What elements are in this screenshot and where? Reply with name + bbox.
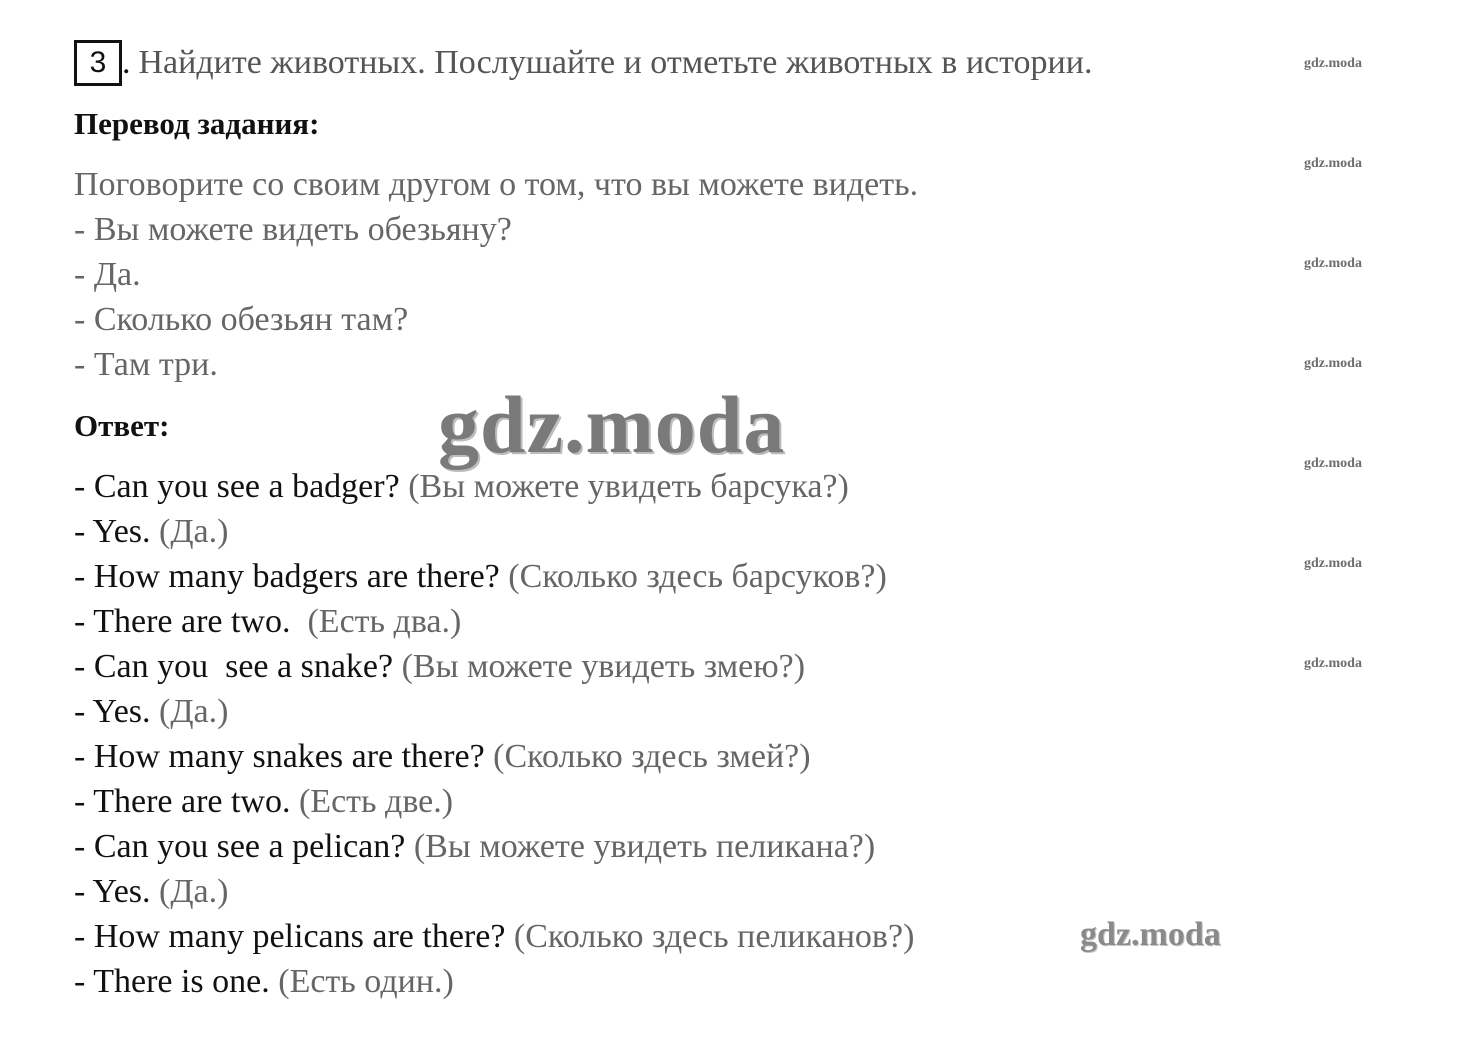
translation-line: - Да.	[74, 256, 141, 293]
answer-english: - How many badgers are there?	[74, 558, 500, 595]
task-number-box: 3	[74, 40, 122, 86]
watermark-big: gdz.moda	[438, 379, 786, 470]
translation-line: - Там три.	[74, 346, 218, 383]
answer-line	[74, 603, 461, 641]
answer-line	[74, 963, 454, 1001]
answer-russian: (Да.)	[159, 693, 229, 730]
answer-english: - There are two.	[74, 603, 291, 640]
answer-english: - Can you see a snake?	[74, 648, 394, 685]
watermark-small: gdz.moda	[1304, 156, 1362, 171]
watermark-small: gdz.moda	[1304, 656, 1362, 671]
answer-line	[74, 738, 811, 776]
answer-line	[74, 828, 875, 866]
answer-english: - Yes.	[74, 693, 151, 730]
answer-russian: (Да.)	[159, 513, 229, 550]
answer-english: - How many snakes are there?	[74, 738, 485, 775]
watermark-small: gdz.moda	[1304, 556, 1362, 571]
task-text: Найдите животных. Послушайте и отметьте животных в истории.	[138, 44, 1093, 81]
watermark-small: gdz.moda	[1304, 356, 1362, 371]
answer-russian: (Есть один.)	[278, 963, 454, 1000]
answer-english: - Can you see a badger?	[74, 468, 400, 505]
answer-line	[74, 783, 453, 821]
answer-english: - Yes.	[74, 513, 151, 550]
answer-line	[74, 918, 914, 956]
translation-line: Поговорите со своим другом о том, что вы можете видеть.	[74, 166, 919, 203]
task-number-dot: .	[122, 44, 131, 81]
translation-heading: Перевод задания:	[74, 106, 320, 141]
answer-english: - How many pelicans are there?	[74, 918, 506, 955]
answer-heading: Ответ:	[74, 408, 170, 443]
answer-line	[74, 693, 228, 731]
watermark-mid: gdz.moda	[1080, 916, 1221, 953]
answer-russian: (Вы можете увидеть пеликана?)	[413, 828, 876, 865]
watermark-small: gdz.moda	[1304, 56, 1362, 71]
answer-line	[74, 873, 228, 911]
answer-line	[74, 468, 849, 506]
answer-line	[74, 558, 887, 596]
watermark-small: gdz.moda	[1304, 256, 1362, 271]
answer-russian: (Есть два.)	[307, 603, 462, 640]
answer-english: - Can you see a pelican?	[74, 828, 406, 865]
answer-line	[74, 513, 228, 551]
answer-english: - Yes.	[74, 873, 151, 910]
answer-english: - There is one.	[74, 963, 270, 1000]
answer-russian: (Сколько здесь змей?)	[493, 738, 811, 775]
answer-english: - There are two.	[74, 783, 291, 820]
task-header	[74, 38, 1092, 88]
translation-line: - Вы можете видеть обезьяну?	[74, 211, 512, 248]
answer-russian: (Вы можете увидеть змею?)	[401, 648, 806, 685]
answer-line	[74, 648, 805, 686]
watermark-small: gdz.moda	[1304, 456, 1362, 471]
answer-russian: (Сколько здесь пеликанов?)	[513, 918, 915, 955]
answer-russian: (Есть две.)	[298, 783, 454, 820]
answer-russian: (Вы можете увидеть барсука?)	[408, 468, 849, 505]
answer-russian: (Сколько здесь барсуков?)	[508, 558, 887, 595]
translation-line: - Сколько обезьян там?	[74, 301, 409, 338]
answer-russian: (Да.)	[159, 873, 229, 910]
